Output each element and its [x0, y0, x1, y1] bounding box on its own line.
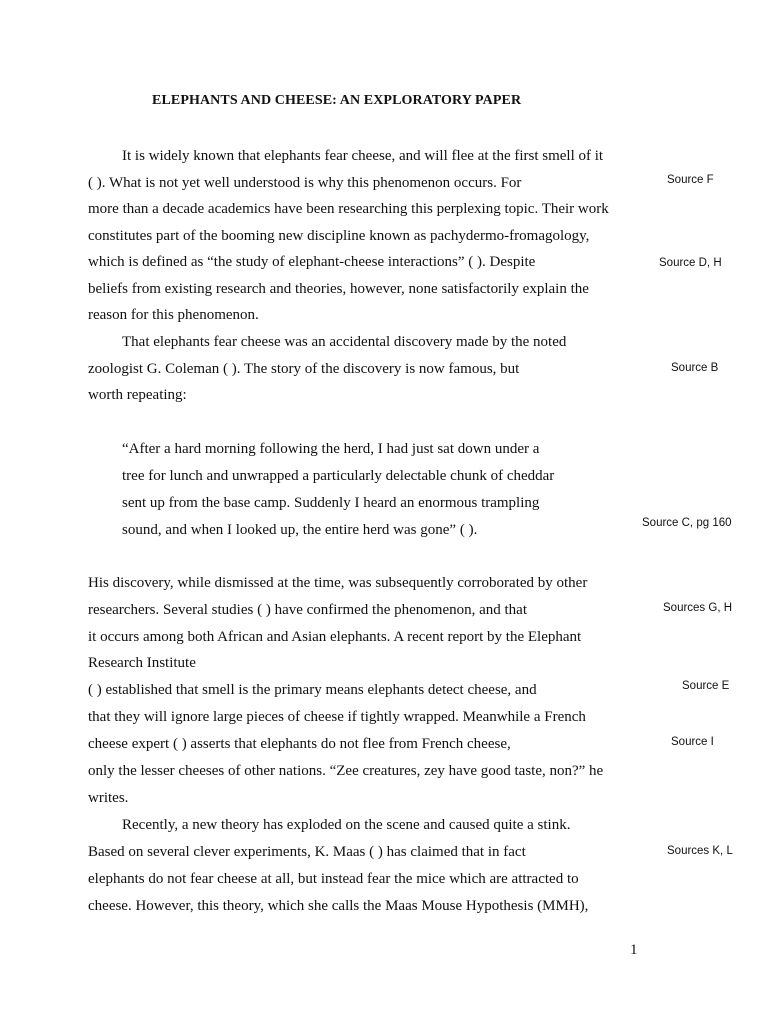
page-number: 1	[630, 942, 638, 958]
text-line: it occurs among both African and Asian elephants. A recent report by the Elephant	[88, 629, 582, 645]
text-line: Based on several clever experiments, K. Maas ( ) has claimed that in fact	[88, 844, 526, 860]
text-line: ( ) established that smell is the primary means elephants detect cheese, and	[88, 682, 537, 698]
text-line: zoologist G. Coleman ( ). The story of the discovery is now famous, but	[88, 361, 520, 377]
margin-note-source: Source B	[671, 362, 719, 374]
text-line: That elephants fear cheese was an accidental discovery made by the noted	[122, 334, 567, 350]
margin-note-source: Sources K, L	[667, 845, 733, 857]
text-line: ( ). What is not yet well understood is why this phenomenon occurs. For	[88, 175, 522, 191]
text-line: which is defined as “the study of elephant-cheese interactions” ( ). Despite	[88, 254, 536, 270]
quote-line: “After a hard morning following the herd, I had just sat down under a	[122, 441, 540, 457]
margin-note-source: Source I	[671, 736, 714, 748]
text-line: only the lesser cheeses of other nations. “Zee creatures, zey have good taste, non?” he	[88, 763, 604, 779]
margin-note-source: Source D, H	[659, 257, 722, 269]
quote-line: sent up from the base camp. Suddenly I heard an enormous trampling	[122, 495, 540, 511]
text-line: that they will ignore large pieces of cheese if tightly wrapped. Meanwhile a French	[88, 709, 586, 725]
text-line: beliefs from existing research and theories, however, none satisfactorily explain the	[88, 281, 589, 297]
text-line: It is widely known that elephants fear cheese, and will flee at the first smell of it	[122, 148, 604, 164]
margin-note-source: Source C, pg 160	[642, 517, 732, 529]
paper-title: ELEPHANTS AND CHEESE: AN EXPLORATORY PAPER	[152, 93, 522, 108]
text-line: His discovery, while dismissed at the time, was subsequently corroborated by other	[88, 575, 588, 591]
text-line: writes.	[88, 790, 129, 806]
text-line: elephants do not fear cheese at all, but instead fear the mice which are attracted to	[88, 871, 579, 887]
margin-note-source: Source F	[667, 174, 714, 186]
margin-note-source: Sources G, H	[663, 602, 733, 614]
text-line: Recently, a new theory has exploded on the scene and caused quite a stink.	[122, 817, 571, 833]
text-line: worth repeating:	[88, 387, 187, 403]
text-line: cheese. However, this theory, which she calls the Maas Mouse Hypothesis (MMH),	[88, 898, 589, 914]
quote-line: tree for lunch and unwrapped a particularly delectable chunk of cheddar	[122, 468, 555, 484]
text-line: more than a decade academics have been researching this perplexing topic. Their work	[88, 201, 609, 217]
text-line: researchers. Several studies ( ) have confirmed the phenomenon, and that	[88, 602, 527, 618]
text-line: constitutes part of the booming new discipline known as pachydermo-fromagology,	[88, 228, 590, 244]
text-line: cheese expert ( ) asserts that elephants do not flee from French cheese,	[88, 736, 511, 752]
text-line: Research Institute	[88, 655, 196, 671]
text-line: reason for this phenomenon.	[88, 307, 259, 323]
quote-line: sound, and when I looked up, the entire herd was gone” ( ).	[122, 522, 478, 538]
margin-note-source: Source E	[682, 680, 730, 692]
